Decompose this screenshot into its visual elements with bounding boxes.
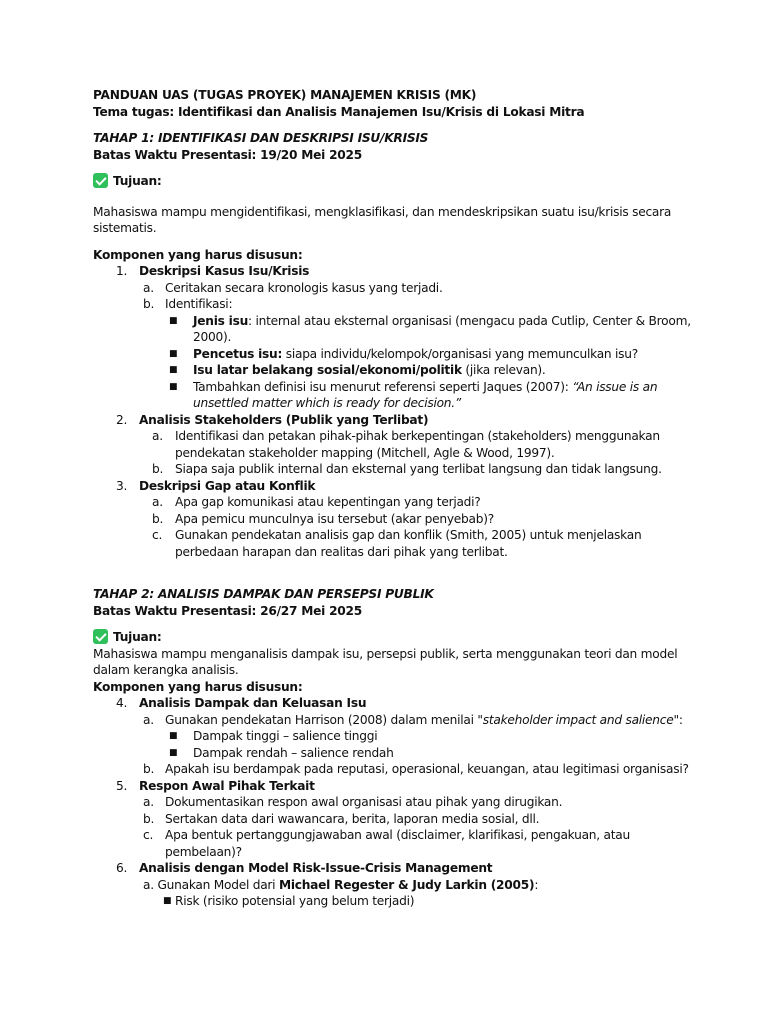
- sub-item: [93, 712, 718, 729]
- sub-item-text: Ceritakan secara kronologis kasus yang terjadi.: [165, 280, 443, 295]
- bullet-rest: siapa individu/kelompok/organisasi yang memunculkan isu?: [282, 346, 638, 361]
- check-icon: [93, 173, 108, 188]
- sub-item-text: [175, 428, 718, 461]
- list-item-4: [93, 695, 718, 712]
- sub-item: [93, 794, 718, 811]
- sub-item-rest: :: [678, 712, 683, 727]
- stage-2-components-label: Komponen yang harus disusun:: [93, 679, 303, 694]
- sub-item: [93, 527, 718, 560]
- sub-item-line: Gunakan pendekatan analisis gap dan konflik (Smith, 2005) untuk menjelaskan: [175, 528, 642, 542]
- list-item-title: Analisis dengan Model Risk-Issue-Crisis Management: [139, 861, 493, 875]
- sub-letter: a.: [143, 280, 154, 295]
- list-number: 5.: [116, 778, 128, 793]
- sub-letter: b.: [143, 297, 155, 311]
- sub-item: [93, 428, 718, 461]
- stage-1-goal-label: [93, 173, 718, 190]
- list-number: 6.: [116, 861, 128, 875]
- stage-1-deadline: Batas Waktu Presentasi: 19/20 Mei 2025: [93, 147, 362, 162]
- sub-item: [93, 511, 718, 528]
- stage-1-section: [93, 130, 718, 560]
- sub-item: [93, 811, 718, 828]
- sub-item: [93, 877, 718, 894]
- list-number: 4.: [116, 696, 128, 710]
- list-item-1: [93, 263, 718, 280]
- document-theme: Tema tugas: Identifikasi dan Analisis Manajemen Isu/Krisis di Lokasi Mitra: [93, 104, 585, 119]
- bullet-text: [193, 379, 718, 412]
- list-item-2: [93, 412, 718, 429]
- sub-letter: c.: [143, 828, 154, 842]
- sub-item-text: [165, 827, 718, 860]
- stage-1-components-label: Komponen yang harus disusun:: [93, 247, 303, 262]
- bullet-text: Dampak rendah – salience rendah: [193, 745, 394, 760]
- list-number: 1.: [116, 264, 128, 278]
- sub-item-rest: a. Gunakan Model dari: [143, 877, 279, 892]
- goal-line: Mahasiswa mampu mengidentifikasi, mengklasifikasi, dan mendeskripsikan suatu isu/krisis secara: [93, 204, 672, 219]
- bullet-text: [193, 362, 718, 379]
- sub-letter: a.: [143, 795, 154, 809]
- bullet-square-icon: ■: [169, 731, 178, 741]
- document-title: PANDUAN UAS (TUGAS PROYEK) MANAJEMEN KRISIS (MK): [93, 88, 477, 102]
- sub-item-text: Apakah isu berdampak pada reputasi, operasional, keuangan, atau legitimasi organisasi?: [165, 762, 689, 776]
- list-item-title: Analisis Stakeholders (Publik yang Terlibat): [139, 412, 429, 427]
- list-item-3: [93, 478, 718, 495]
- sub-item-text: Apa gap komunikasi atau kepentingan yang terjadi?: [175, 495, 481, 509]
- list-number: 3.: [116, 478, 128, 493]
- sub-item-text: Dokumentasikan respon awal organisasi atau pihak yang dirugikan.: [165, 795, 563, 809]
- stage-2-title: TAHAP 2: ANALISIS DAMPAK DAN PERSEPSI PUBLIK: [93, 587, 434, 601]
- sub-letter: b.: [143, 762, 155, 776]
- bullet-item: [93, 728, 718, 745]
- sub-letter: a.: [143, 712, 154, 727]
- sub-item-rest: :: [534, 877, 539, 892]
- bullet-item: [93, 745, 718, 762]
- bullet-rest: : internal atau eksternal organisasi (mengacu pada Cutlip, Center & Broom,: [248, 313, 691, 328]
- bullet-square-icon: ■: [169, 315, 178, 326]
- list-item-5: [93, 778, 718, 795]
- stage-2-goal-text: [93, 646, 718, 679]
- goal-label-text: Tujuan:: [113, 630, 162, 644]
- sub-item: [93, 761, 718, 778]
- sub-item: [93, 494, 718, 511]
- sub-item-quote: "stakeholder impact and salience": [477, 712, 679, 727]
- bullet-square-icon: ■: [169, 348, 178, 359]
- bullet-rest: 2000).: [193, 330, 232, 344]
- list-item-title: Analisis Dampak dan Keluasan Isu: [139, 696, 367, 710]
- sub-item-text: [143, 877, 718, 894]
- sub-item-text: Siapa saja publik internal dan eksternal yang terlibat langsung dan tidak langsung.: [175, 462, 662, 476]
- sub-item-text: [165, 712, 718, 729]
- sub-item-line: Apa bentuk pertanggungjawaban awal (disclaimer, klarifikasi, pengakuan, atau: [165, 828, 630, 842]
- sub-item: [93, 827, 718, 860]
- bullet-text: [193, 346, 718, 363]
- sub-item: [93, 280, 718, 297]
- sub-item-text: Identifikasi:: [165, 297, 233, 311]
- sub-letter: b.: [152, 462, 164, 476]
- bullet-rest: (jika relevan).: [461, 363, 546, 377]
- sub-item-line: pembelaan)?: [165, 844, 242, 859]
- bullet-item: [93, 379, 718, 412]
- list-item-title: Deskripsi Kasus Isu/Krisis: [139, 264, 310, 278]
- bullet-quote: unsettled matter which is ready for decision.”: [193, 396, 461, 410]
- sub-item-line: pendekatan stakeholder mapping (Mitchell, Agle & Wood, 1997).: [175, 445, 555, 460]
- bullet-item: [93, 313, 718, 346]
- bullet-square-icon: ■: [169, 365, 178, 375]
- goal-line: Mahasiswa mampu menganalisis dampak isu, persepsi publik, serta menggunakan teori dan model: [93, 646, 678, 661]
- bullet-rest: Tambahkan definisi isu menurut referensi seperti Jaques (2007):: [193, 379, 573, 394]
- bullet-square-icon: ■: [169, 747, 178, 758]
- stage-2-deadline: Batas Waktu Presentasi: 26/27 Mei 2025: [93, 603, 362, 618]
- goal-line: sistematis.: [93, 221, 157, 235]
- sub-item: [93, 461, 718, 478]
- bullet-item: [93, 346, 718, 363]
- sub-letter: b.: [143, 811, 155, 826]
- stage-1-title: TAHAP 1: IDENTIFIKASI DAN DESKRIPSI ISU/KRISIS: [93, 131, 429, 145]
- bullet-square-icon: ■: [163, 896, 172, 906]
- sub-item-text: [175, 527, 718, 560]
- sub-item-line: Identifikasi dan petakan pihak-pihak berkepentingan (stakeholders) menggunakan: [175, 429, 660, 443]
- bullet-quote: “An issue is an: [572, 379, 658, 394]
- list-item-title: Deskripsi Gap atau Konflik: [139, 478, 316, 493]
- stage-2-goal-label: [93, 629, 718, 646]
- sub-item-text: Sertakan data dari wawancara, berita, laporan media sosial, dll.: [165, 811, 540, 826]
- sub-letter: b.: [152, 511, 164, 526]
- sub-letter: a.: [152, 429, 163, 443]
- bullet-text: Risk (risiko potensial yang belum terjadi): [175, 894, 415, 908]
- stage-1-goal-text: [93, 204, 718, 237]
- bullet-text: [193, 313, 718, 346]
- goal-line: dalam kerangka analisis.: [93, 663, 239, 677]
- bullet-bold: Isu latar belakang sosial/ekonomi/politik: [193, 363, 462, 377]
- sub-item-text: Apa pemicu munculnya isu tersebut (akar penyebab)?: [175, 511, 494, 526]
- sub-item-rest: Gunakan pendekatan Harrison (2008) dalam menilai: [165, 712, 478, 727]
- sub-letter: c.: [152, 528, 163, 542]
- check-icon: [93, 629, 108, 644]
- stage-2-section: [93, 586, 718, 910]
- sub-item-line: perbedaan harapan dan realitas dari pihak yang terlibat.: [175, 544, 508, 559]
- bullet-bold: Pencetus isu:: [193, 346, 283, 361]
- sub-letter: a.: [152, 495, 163, 509]
- list-item-title: Respon Awal Pihak Terkait: [139, 778, 315, 793]
- bullet-square-icon: ■: [169, 381, 178, 392]
- list-number: 2.: [116, 412, 128, 427]
- list-item-6: [93, 860, 718, 877]
- sub-item-bold: Michael Regester & Judy Larkin (2005): [278, 877, 535, 892]
- goal-label-text: Tujuan:: [113, 174, 162, 188]
- bullet-item: [93, 362, 718, 379]
- bullet-text: Dampak tinggi – salience tinggi: [193, 729, 378, 743]
- bullet-item: [93, 893, 718, 910]
- sub-item: [93, 296, 718, 313]
- bullet-bold: Jenis isu: [193, 313, 249, 328]
